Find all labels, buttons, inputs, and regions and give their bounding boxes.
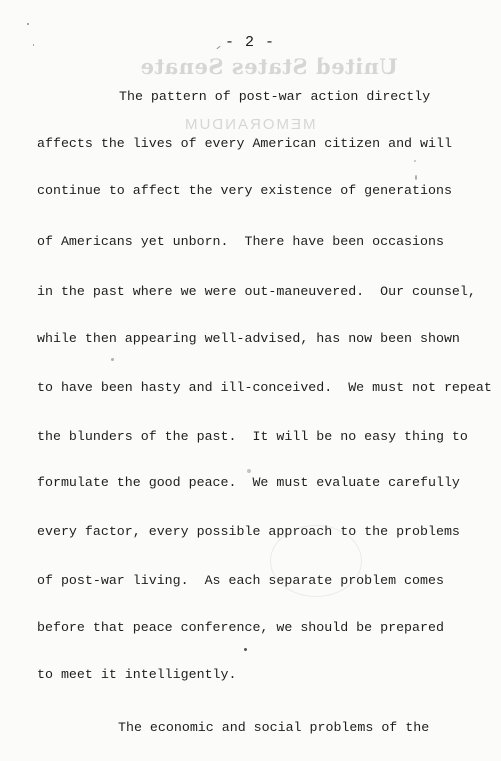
text-line-10: every factor, every possible approach to the problems xyxy=(37,524,460,539)
paper-speck xyxy=(216,46,220,50)
text-line-4: of Americans yet unborn. There have been occasions xyxy=(37,234,444,249)
text-line-13: to meet it intelligently. xyxy=(37,667,237,682)
text-line-14: The economic and social problems of the xyxy=(118,720,430,735)
text-line-2: affects the lives of every American citizen and will xyxy=(37,136,452,151)
bleed-through-letterhead: United States Senate xyxy=(140,54,398,79)
paper-speck xyxy=(27,23,29,25)
paper-speck xyxy=(415,175,417,180)
bleed-through-memo-heading: MEMORANDUM xyxy=(183,116,316,133)
text-line-12: before that peace conference, we should be prepared xyxy=(37,620,444,635)
text-line-5: in the past where we were out-maneuvered. Our counsel, xyxy=(37,284,476,299)
text-line-7: to have been hasty and ill-conceived. We must not repeat xyxy=(37,380,492,395)
text-line-9: formulate the good peace. We must evaluate carefully xyxy=(37,475,460,490)
text-line-3: continue to affect the very existence of generations xyxy=(37,183,452,198)
faded-stamp-mark xyxy=(270,525,362,597)
text-line-8: the blunders of the past. It will be no easy thing to xyxy=(37,429,468,444)
page-number: - 2 - xyxy=(225,34,276,51)
paper-speck xyxy=(33,44,34,46)
text-line-1: The pattern of post-war action directly xyxy=(119,89,431,104)
paper-speck xyxy=(111,358,114,361)
paper-speck xyxy=(247,469,251,473)
text-line-11: of post-war living. As each separate problem comes xyxy=(37,573,444,588)
paper-speck xyxy=(414,160,416,162)
paper-speck xyxy=(244,648,247,651)
text-line-6: while then appearing well-advised, has now been shown xyxy=(37,331,460,346)
